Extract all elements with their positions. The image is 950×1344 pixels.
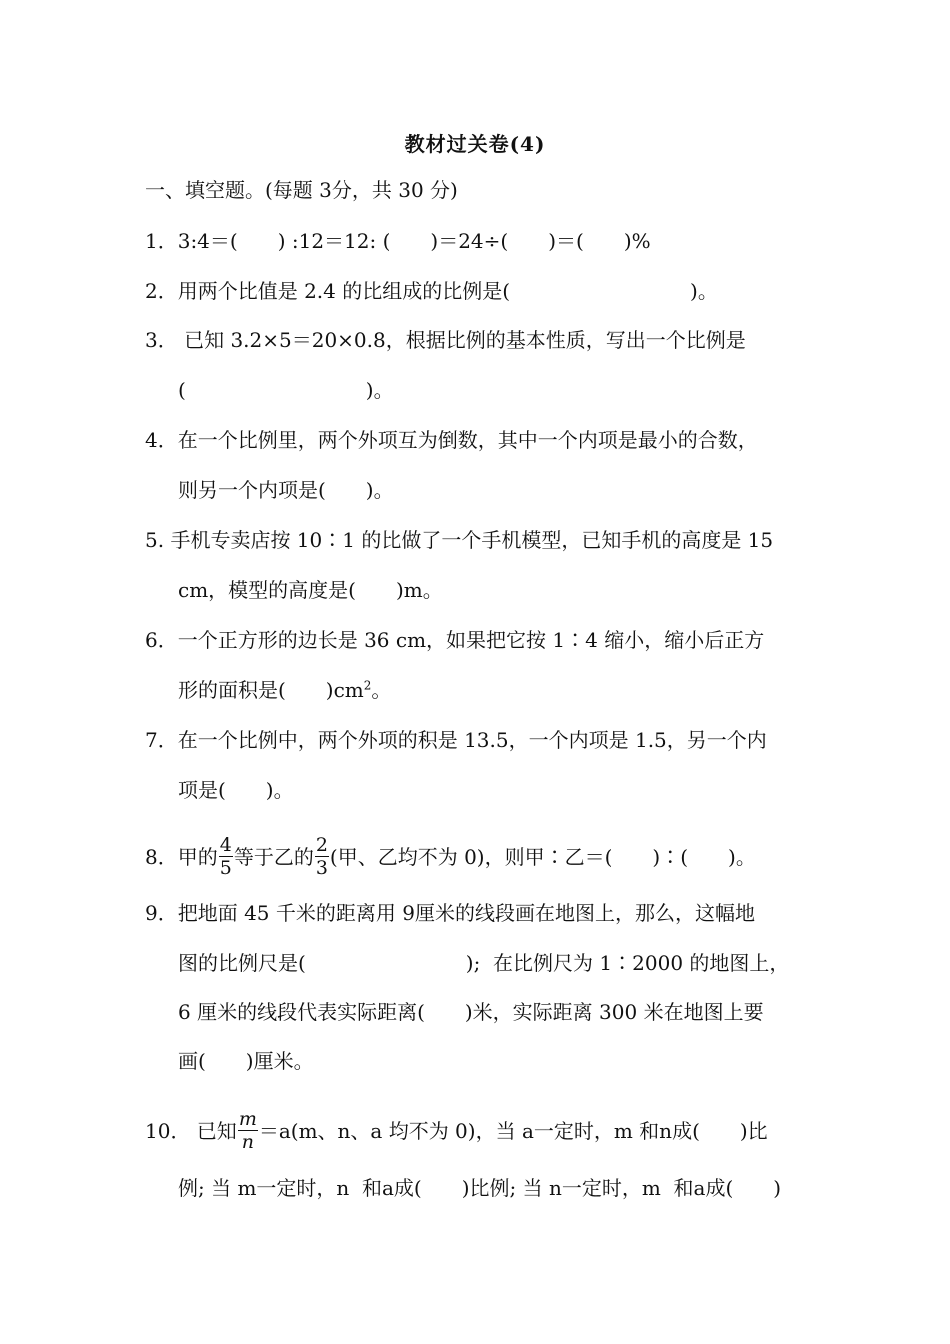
question-6-line-2: [178, 676, 391, 704]
fraction-m-over-n: [238, 1108, 258, 1153]
question-7-line-1: 7．在一个比例中，两个外项的积是 13.5，一个内项是 1.5，另一个内: [145, 728, 767, 752]
fraction-two-thirds: [315, 834, 329, 879]
fraction-numerator: 4: [219, 834, 232, 856]
question-8: [145, 836, 756, 881]
question-10-line-2: 例; 当 m一定时，n 和a成( )比例; 当 n一定时，m 和a成( ): [178, 1176, 782, 1200]
fraction-numerator: m: [238, 1108, 257, 1130]
question-8-suffix: (甲、乙均不为 0)，则甲∶乙＝( )∶( )。: [329, 845, 756, 869]
question-6-line-1: 6．一个正方形的边长是 36 cm，如果把它按 1∶4 缩小，缩小后正方: [145, 628, 765, 652]
question-10-prefix: 10． 已知: [145, 1119, 237, 1143]
question-6-text: 形的面积是( )cm: [178, 678, 364, 702]
question-3-line-2: ( )。: [178, 378, 394, 402]
question-4-line-1: 4．在一个比例里，两个外项互为倒数，其中一个内项是最小的合数，: [145, 428, 758, 452]
question-5-line-1: 5. 手机专卖店按 10∶1 的比做了一个手机模型，已知手机的高度是 15: [145, 528, 774, 552]
question-3-line-1: 3． 已知 3.2×5＝20×0.8，根据比例的基本性质，写出一个比例是: [145, 328, 746, 352]
section-heading: 一、填空题。(每题 3分，共 30 分): [145, 178, 458, 202]
fraction-denominator: 5: [219, 857, 232, 879]
question-9-line-2: 图的比例尺是( ); 在比例尺为 1∶2000 的地图上，: [178, 951, 790, 975]
fraction-numerator: 2: [315, 834, 328, 856]
fraction-denominator: 3: [315, 857, 328, 879]
question-8-middle: 等于乙的: [233, 845, 314, 869]
worksheet-title: 教材过关卷(4): [404, 132, 546, 156]
question-10-text: ＝a(m、n、a 均不为 0)，当 a一定时，m 和n成( )比: [258, 1119, 768, 1143]
question-1: 1．3:4＝( ) :12＝12: ( )＝24÷( )＝( )%: [145, 229, 651, 253]
question-6-end: 。: [371, 678, 392, 702]
question-9-line-4: 画( )厘米。: [178, 1049, 314, 1073]
superscript-2: 2: [363, 678, 372, 693]
question-7-line-2: 项是( )。: [178, 778, 294, 802]
question-9-line-3: 6 厘米的线段代表实际距离( )米，实际距离 300 米在地图上要: [178, 1000, 764, 1024]
question-9-line-1: 9．把地面 45 千米的距离用 9厘米的线段画在地图上，那么，这幅地: [145, 901, 755, 925]
question-5-line-2: cm，模型的高度是( )m。: [178, 578, 443, 602]
fraction-denominator: n: [241, 1131, 254, 1153]
fraction-four-fifths: [219, 834, 233, 879]
question-2: 2．用两个比值是 2.4 的比组成的比例是( )。: [145, 279, 718, 303]
question-10-line-1: [145, 1110, 768, 1155]
question-8-prefix: 8．甲的: [145, 845, 218, 869]
question-4-line-2: 则另一个内项是( )。: [178, 478, 394, 502]
